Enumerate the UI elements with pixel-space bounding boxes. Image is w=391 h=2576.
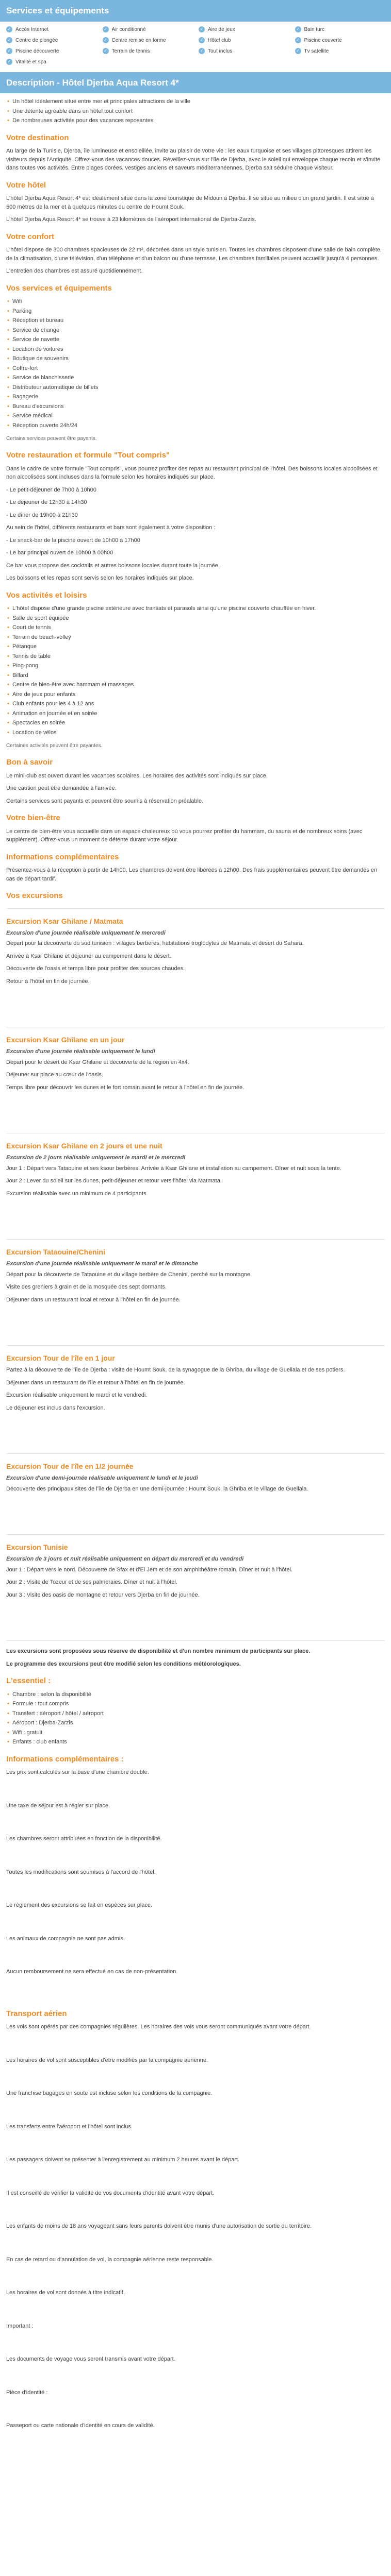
divider — [6, 1239, 385, 1240]
service-label: Tout inclus — [208, 48, 233, 54]
section-paragraph: - Le déjeuner de 12h30 à 14h30 — [6, 499, 87, 505]
excursion-subtitle: Excursion de 3 jours et nuit réalisable uniquement en départ du mercredi et du vendredi — [6, 1556, 244, 1562]
essentiel-item: • Wifi : gratuit — [6, 1728, 385, 1737]
excursion-title: Excursion Tour de l'île en 1 jour — [6, 1354, 115, 1362]
section-bullet: • Centre de bien-être avec hammam et massages — [6, 681, 385, 689]
all-inclusive-icon: ✓ — [199, 48, 205, 54]
transport-title: Transport aérien — [6, 2009, 67, 2018]
section-title: Vos activités et loisirs — [6, 590, 87, 600]
section-bullet: • Location de vélos — [6, 728, 385, 737]
spacer — [6, 2401, 385, 2421]
section-title: Votre restauration et formule "Tout compris" — [6, 451, 170, 460]
excursion-paragraph: Départ pour la découverte de Tataouine et du village berbère de Chenini, perché sur la montagne. — [6, 1271, 252, 1278]
excursion-paragraph: Arrivée à Ksar Ghilane et déjeuner au campement dans le désert. — [6, 953, 171, 959]
service-label: Vitalité et spa — [15, 59, 46, 65]
section-bullet: • Billard — [6, 671, 385, 680]
section-paragraph: Le centre de bien-être vous accueille dans un espace chaleureux où vous pourrez profiter du hammam, du sauna et de nombreux soins (avec supplément). Offrez-vous un moment de détente durant votre séjour. — [6, 828, 363, 843]
spacer — [6, 2434, 385, 2455]
service-item — [199, 26, 289, 33]
section-bullet: • Court de tennis — [6, 623, 385, 632]
spacer — [6, 1781, 385, 1802]
section-bullet: • Terrain de beach-volley — [6, 633, 385, 642]
services-grid — [0, 26, 391, 72]
excursion-paragraph: Déjeuner sur place au cœur de l'oasis. — [6, 1072, 103, 1078]
section-paragraph: L'hôtel Djerba Aqua Resort 4* est idéalement situé dans la zone touristique de Midoun à Djerba. Il se situe au milieu d'un grand jardin. Il est situé à 500 mètres de la mer et à quelques minutes du centre de Houmt Souk. — [6, 195, 374, 210]
section-paragraph: - Le dîner de 19h00 à 21h30 — [6, 512, 78, 518]
excursion-paragraph: Le déjeuner est inclus dans l'excursion. — [6, 1404, 105, 1411]
essentiel-title: L'essentiel : — [6, 1676, 51, 1685]
spacer — [6, 1497, 385, 1528]
transport-paragraph: Les transferts entre l'aéroport et l'hôtel sont inclus. — [6, 2123, 133, 2130]
spacer — [6, 2102, 385, 2123]
services-banner: Services et équipements — [0, 0, 391, 22]
transport-paragraph: Les vols sont opérés par des compagnies régulières. Les horaires des vols vous seront communiqués avant votre départ. — [6, 2024, 311, 2030]
service-label: Aire de jeux — [208, 26, 235, 32]
section-title: Votre confort — [6, 232, 55, 241]
spacer — [6, 2201, 385, 2222]
spacer — [6, 1980, 385, 2001]
service-item — [103, 37, 193, 44]
hotel-club-icon: ✓ — [199, 37, 205, 43]
spacer — [6, 1914, 385, 1935]
spacer — [6, 2135, 385, 2156]
excursion-paragraph: Découverte de l'oasis et temps libre pour profiter des sources chaudes. — [6, 965, 185, 972]
service-item — [6, 58, 96, 66]
service-item — [295, 26, 385, 33]
spacer — [6, 1202, 385, 1233]
infos-title: Informations complémentaires : — [6, 1754, 124, 1764]
transport-paragraph: Important : — [6, 2323, 34, 2329]
essentiel-item: • Transfert : aéroport / hôtel / aéroport — [6, 1709, 385, 1718]
closing-note: Les excursions sont proposées sous réserve de disponibilité et d'un nombre minimum de participants sur place. — [6, 1648, 311, 1654]
section-paragraph: Au large de la Tunisie, Djerba, île lumineuse et ensoleillée, invite au plaisir de votre vie : les eaux turquoise et ses villages pittoresques attirent les visiteurs depuis l'Antiquité. Offrez-vous des vacances douces. Réveillez-vous sur l'île de Djerba, avec le soleil qui enveloppe chaque recoin et s'invite dans toutes vos activités. Entre plages dorées, vestiges anciens et saveurs méditerranéennes, Djerba sait séduire chaque visiteur. — [6, 148, 381, 171]
section-paragraph: - Le snack-bar de la piscine ouvert de 10h00 à 17h00 — [6, 537, 140, 544]
service-label: Accès Internet — [15, 26, 48, 32]
spacer — [6, 1308, 385, 1339]
excursion-subtitle: Excursion d'une demi-journée réalisable uniquement le lundi et le jeudi — [6, 1475, 198, 1481]
service-item — [199, 47, 289, 55]
section-bullet: • Ping-pong — [6, 662, 385, 670]
section-title: Bon à savoir — [6, 758, 53, 767]
section-bullet: • Wifi — [6, 297, 385, 306]
excursion-paragraph: Découverte des principaux sites de l'île de Djerba en une demi-journée : Houmt Souk, la Ghriba et le village de Guellala. — [6, 1485, 308, 1492]
spacer — [6, 1814, 385, 1835]
excursion-paragraph: Jour 2 : Visite de Tozeur et de ses palmeraies. Dîner et nuit à l'hôtel. — [6, 1579, 177, 1585]
service-label: Centre de plongée — [15, 37, 58, 43]
spa-icon: ✓ — [6, 59, 12, 65]
excursion-subtitle: Excursion de 2 jours réalisable uniquement le mardi et le mercredi — [6, 1155, 186, 1161]
section-note: Certains services peuvent être payants. — [6, 436, 97, 442]
section-bullet: • Spectacles en soirée — [6, 719, 385, 727]
spacer — [6, 1848, 385, 1868]
info-paragraph: Les chambres seront attribuées en fonction de la disponibilité. — [6, 1836, 162, 1842]
section-bullet: • L'hôtel dispose d'une grande piscine extérieure avec transats et parasols ainsi qu'une piscine couverte chauffée en hiver. — [6, 604, 385, 613]
section-bullet: • Salle de sport équipée — [6, 614, 385, 623]
transport-paragraph: Les horaires de vol sont donnés à titre indicatif. — [6, 2290, 125, 2296]
section-bullet: • Animation en journée et en soirée — [6, 709, 385, 718]
fitness-icon: ✓ — [103, 37, 109, 43]
excursion-title: Excursion Tour de l'île en 1/2 journée — [6, 1462, 134, 1470]
transport-paragraph: Il est conseillé de vérifier la validité de vos documents d'identité avant votre départ. — [6, 2190, 215, 2196]
spacer — [6, 2334, 385, 2355]
sections — [6, 132, 385, 902]
info-paragraph: Le règlement des excursions se fait en espèces sur place. — [6, 1902, 153, 1908]
closing-note: Le programme des excursions peut être modifié selon les conditions météorologiques. — [6, 1660, 241, 1667]
section-bullet: • Aire de jeux pour enfants — [6, 690, 385, 699]
section-bullet: • Réception ouverte 24h/24 — [6, 421, 385, 430]
spacer — [6, 2168, 385, 2189]
playground-icon: ✓ — [199, 26, 205, 32]
essentiel-item: • Enfants : club enfants — [6, 1738, 385, 1747]
excursion-title: Excursion Ksar Ghilane / Matmata — [6, 917, 123, 925]
description-content — [0, 97, 391, 2455]
service-label: Piscine découverte — [15, 48, 59, 54]
satellite-tv-icon: ✓ — [295, 48, 301, 54]
excursion-paragraph: Départ pour la découverte du sud tunisien : villages berbères, habitations troglodytes de Matmata et désert du Sahara. — [6, 940, 304, 946]
excursion-title: Excursion Ksar Ghilane en 2 jours et une nuit — [6, 1142, 162, 1150]
description-bullet: • Un hôtel idéalement situé entre mer et principales attractions de la ville — [6, 97, 385, 106]
excursion-title: Excursion Tataouine/Chenini — [6, 1248, 105, 1256]
transport-paragraph: Les enfants de moins de 18 ans voyageant sans leurs parents doivent être munis d'une autorisation de sortie du territoire. — [6, 2223, 312, 2229]
service-item — [295, 47, 385, 55]
service-label: Air conditionné — [111, 26, 146, 32]
section-paragraph: - Le bar principal ouvert de 10h00 à 00h00 — [6, 550, 113, 556]
spacer — [6, 2036, 385, 2056]
section-title: Votre bien-être — [6, 814, 60, 822]
tennis-icon: ✓ — [103, 48, 109, 54]
excursion-paragraph: Temps libre pour découvrir les dunes et le fort romain avant le retour à l'hôtel en fin de journée. — [6, 1084, 245, 1091]
essentiel-item: • Aéroport : Djerba-Zarzis — [6, 1719, 385, 1727]
closing-notes — [6, 1647, 385, 1668]
info-paragraph: Aucun remboursement ne sera effectué en cas de non-présentation. — [6, 1969, 178, 1975]
section-bullet: • Service médical — [6, 412, 385, 420]
spacer — [6, 2301, 385, 2322]
spacer — [6, 990, 385, 1021]
essentiel-item: • Chambre : selon la disponibilité — [6, 1690, 385, 1699]
service-item — [6, 37, 96, 44]
service-label: Hôtel club — [208, 37, 231, 43]
section-paragraph: L'hôtel Djerba Aqua Resort 4* se trouve à 23 kilomètres de l'aéroport international de Djerba-Zarzis. — [6, 216, 256, 223]
section-paragraph: - Le petit-déjeuner de 7h00 à 10h00 — [6, 486, 96, 493]
section-paragraph: Présentez-vous à la réception à partir de 14h00. Les chambres doivent être libérées à 12h00. Des frais supplémentaires peuvent être demandés en cas de départ tardif. — [6, 867, 378, 882]
service-item — [103, 26, 193, 33]
spacer — [6, 2235, 385, 2256]
divider — [6, 1640, 385, 1641]
wifi-icon: ✓ — [6, 26, 12, 32]
info-paragraph: Toutes les modifications sont soumises à l'accord de l'hôtel. — [6, 1869, 156, 1875]
spacer — [6, 1947, 385, 1968]
section-paragraph: Le mini-club est ouvert durant les vacances scolaires. Les horaires des activités sont indiqués sur place. — [6, 772, 268, 779]
excursion-paragraph: Jour 1 : Départ vers le nord. Découverte de Sfax et d'El Jem et de son amphithéâtre romain. Dîner et nuit à l'hôtel. — [6, 1566, 293, 1573]
section-paragraph: Dans le cadre de votre formule "Tout compris", vous pourrez profiter des repas au restaurant principal de l'hôtel. Des boissons locales alcoolisées et non alcoolisées sont incluses dans la formule selon les horaires indiqués sur place. — [6, 465, 378, 480]
essentiel-item: • Formule : tout compris — [6, 1700, 385, 1708]
description-bullets — [6, 97, 385, 125]
spacer — [6, 2069, 385, 2089]
spacer — [6, 1096, 385, 1127]
service-item — [6, 26, 96, 33]
excursion-paragraph: Déjeuner dans un restaurant local et retour à l'hôtel en fin de journée. — [6, 1296, 181, 1303]
divider — [6, 908, 385, 909]
service-label: Piscine couverte — [304, 37, 342, 43]
essentiel-list — [6, 1690, 385, 1747]
service-item — [103, 47, 193, 55]
section-bullet: • Location de voitures — [6, 345, 385, 354]
info-paragraph: Les prix sont calculés sur la base d'une chambre double. — [6, 1769, 149, 1775]
spacer — [6, 1416, 385, 1447]
section-bullet: • Coffre-fort — [6, 364, 385, 373]
section-paragraph: Ce bar vous propose des cocktails et autres boissons locales durant toute la journée. — [6, 562, 220, 569]
excursion-subtitle: Excursion d'une journée réalisable uniquement le lundi — [6, 1048, 155, 1055]
section-title: Informations complémentaires — [6, 852, 119, 861]
excursion-title: Excursion Ksar Ghilane en un jour — [6, 1036, 125, 1044]
section-paragraph: Les boissons et les repas sont servis selon les horaires indiqués sur place. — [6, 575, 194, 581]
section-title: Votre destination — [6, 133, 69, 142]
section-title: Vos services et équipements — [6, 283, 112, 293]
service-label: Tv satellite — [304, 48, 329, 54]
excursion-paragraph: Jour 2 : Lever du soleil sur les dunes, petit-déjeuner et retour vers l'hôtel via Matmata. — [6, 1178, 222, 1184]
indoor-pool-icon: ✓ — [295, 37, 301, 43]
section-paragraph: Au sein de l'hôtel, différents restaurants et bars sont également à votre disposition : — [6, 524, 216, 531]
excursion-paragraph: Excursion réalisable avec un minimum de 4 participants. — [6, 1190, 148, 1197]
excursion-paragraph: Partez à la découverte de l'île de Djerba : visite de Houmt Souk, de la synagogue de la Ghriba, du village de Guellala et de ses potiers. — [6, 1367, 345, 1373]
air-conditioning-icon: ✓ — [103, 26, 109, 32]
section-paragraph: L'hôtel dispose de 300 chambres spacieuses de 22 m², décorées dans un style tunisien. Toutes les chambres disposent d'une salle de bain complète, de la climatisation, d'une télévision, d'un téléphone et d'un balcon ou d'une terrasse. Les chambres familiales peuvent accueillir jusqu'à 4 personnes. — [6, 247, 382, 262]
excursion-paragraph: Départ pour le désert de Ksar Ghilane et découverte de la région en 4x4. — [6, 1059, 189, 1065]
excursion-paragraph: Jour 3 : Visite des oasis de montagne et retour vers Djerba en fin de journée. — [6, 1591, 200, 1598]
section-title: Votre hôtel — [6, 180, 46, 190]
section-title: Vos excursions — [6, 891, 63, 900]
description-banner: Description - Hôtel Djerba Aqua Resort 4* — [0, 72, 391, 94]
transport-content — [6, 2023, 385, 2455]
excursion-paragraph: Déjeuner dans un restaurant de l'île et retour à l'hôtel en fin de journée. — [6, 1379, 185, 1386]
turkish-bath-icon: ✓ — [295, 26, 301, 32]
excursion-paragraph: Retour à l'hôtel en fin de journée. — [6, 978, 90, 985]
info-paragraph: Une taxe de séjour est à régler sur place. — [6, 1802, 110, 1809]
excursion-paragraph: Excursion réalisable uniquement le mardi et le vendredi. — [6, 1392, 148, 1398]
excursion-title: Excursion Tunisie — [6, 1543, 68, 1551]
outdoor-pool-icon: ✓ — [6, 48, 12, 54]
section-bullet: • Service de change — [6, 326, 385, 335]
transport-paragraph: Passeport ou carte nationale d'identité en cours de validité. — [6, 2422, 155, 2429]
section-bullet: • Pétanque — [6, 642, 385, 651]
excursion-paragraph: Visite des greniers à grain et de la mosquée des sept dormants. — [6, 1284, 167, 1290]
section-bullet: • Parking — [6, 307, 385, 316]
section-bullet: • Réception et bureau — [6, 316, 385, 325]
section-bullet: • Tennis de table — [6, 652, 385, 661]
section-bullets — [6, 604, 385, 737]
section-bullet: • Boutique de souvenirs — [6, 354, 385, 363]
divider — [6, 1534, 385, 1535]
divider — [6, 1453, 385, 1454]
service-label: Bain turc — [304, 26, 324, 32]
divider — [6, 1345, 385, 1346]
excursions-list — [6, 908, 385, 1635]
service-item — [295, 37, 385, 44]
service-label: Terrain de tennis — [111, 48, 150, 54]
excursion-paragraph: Jour 1 : Départ vers Tataouine et ses ksour berbères. Arrivée à Ksar Ghilane et installation au campement. Dîner et nuit sous la tente. — [6, 1165, 341, 1172]
transport-paragraph: Pièce d'identité : — [6, 2389, 48, 2396]
spacer — [6, 1603, 385, 1634]
spacer — [6, 2368, 385, 2388]
transport-paragraph: Les horaires de vol sont susceptibles d'être modifiés par la compagnie aérienne. — [6, 2057, 208, 2063]
section-bullet: • Bureau d'excursions — [6, 402, 385, 411]
section-bullet: • Service de navette — [6, 335, 385, 344]
spacer — [6, 1880, 385, 1901]
infos-content — [6, 1768, 385, 2001]
section-bullet: • Distributeur automatique de billets — [6, 383, 385, 392]
section-paragraph: Une caution peut être demandée à l'arrivée. — [6, 785, 117, 791]
transport-paragraph: Les passagers doivent se présenter à l'enregistrement au minimum 2 heures avant le départ. — [6, 2157, 240, 2163]
service-label: Centre remise en forme — [111, 37, 166, 43]
section-bullet: • Service de blanchisserie — [6, 374, 385, 382]
transport-paragraph: Une franchise bagages en soute est incluse selon les conditions de la compagnie. — [6, 2090, 213, 2096]
section-note: Certaines activités peuvent être payantes. — [6, 743, 103, 749]
spacer — [6, 2268, 385, 2289]
service-item — [199, 37, 289, 44]
transport-paragraph: En cas de retard ou d'annulation de vol, la compagnie aérienne reste responsable. — [6, 2256, 214, 2263]
section-paragraph: L'entretien des chambres est assuré quotidiennement. — [6, 268, 143, 274]
description-bullet: • De nombreuses activités pour des vacances reposantes — [6, 116, 385, 125]
excursion-subtitle: Excursion d'une journée réalisable uniquement le mardi et le dimanche — [6, 1261, 198, 1267]
description-bullet: • Une détente agréable dans un hôtel tout confort — [6, 107, 385, 116]
info-paragraph: Les animaux de compagnie ne sont pas admis. — [6, 1935, 125, 1942]
section-bullet: • Club enfants pour les 4 à 12 ans — [6, 700, 385, 708]
diving-icon: ✓ — [6, 37, 12, 43]
excursion-subtitle: Excursion d'une journée réalisable uniquement le mercredi — [6, 929, 166, 936]
section-paragraph: Certains services sont payants et peuvent être soumis à réservation préalable. — [6, 798, 204, 804]
transport-paragraph: Les documents de voyage vous seront transmis avant votre départ. — [6, 2356, 175, 2362]
service-item — [6, 47, 96, 55]
section-bullets — [6, 297, 385, 430]
section-bullet: • Bagagerie — [6, 393, 385, 401]
